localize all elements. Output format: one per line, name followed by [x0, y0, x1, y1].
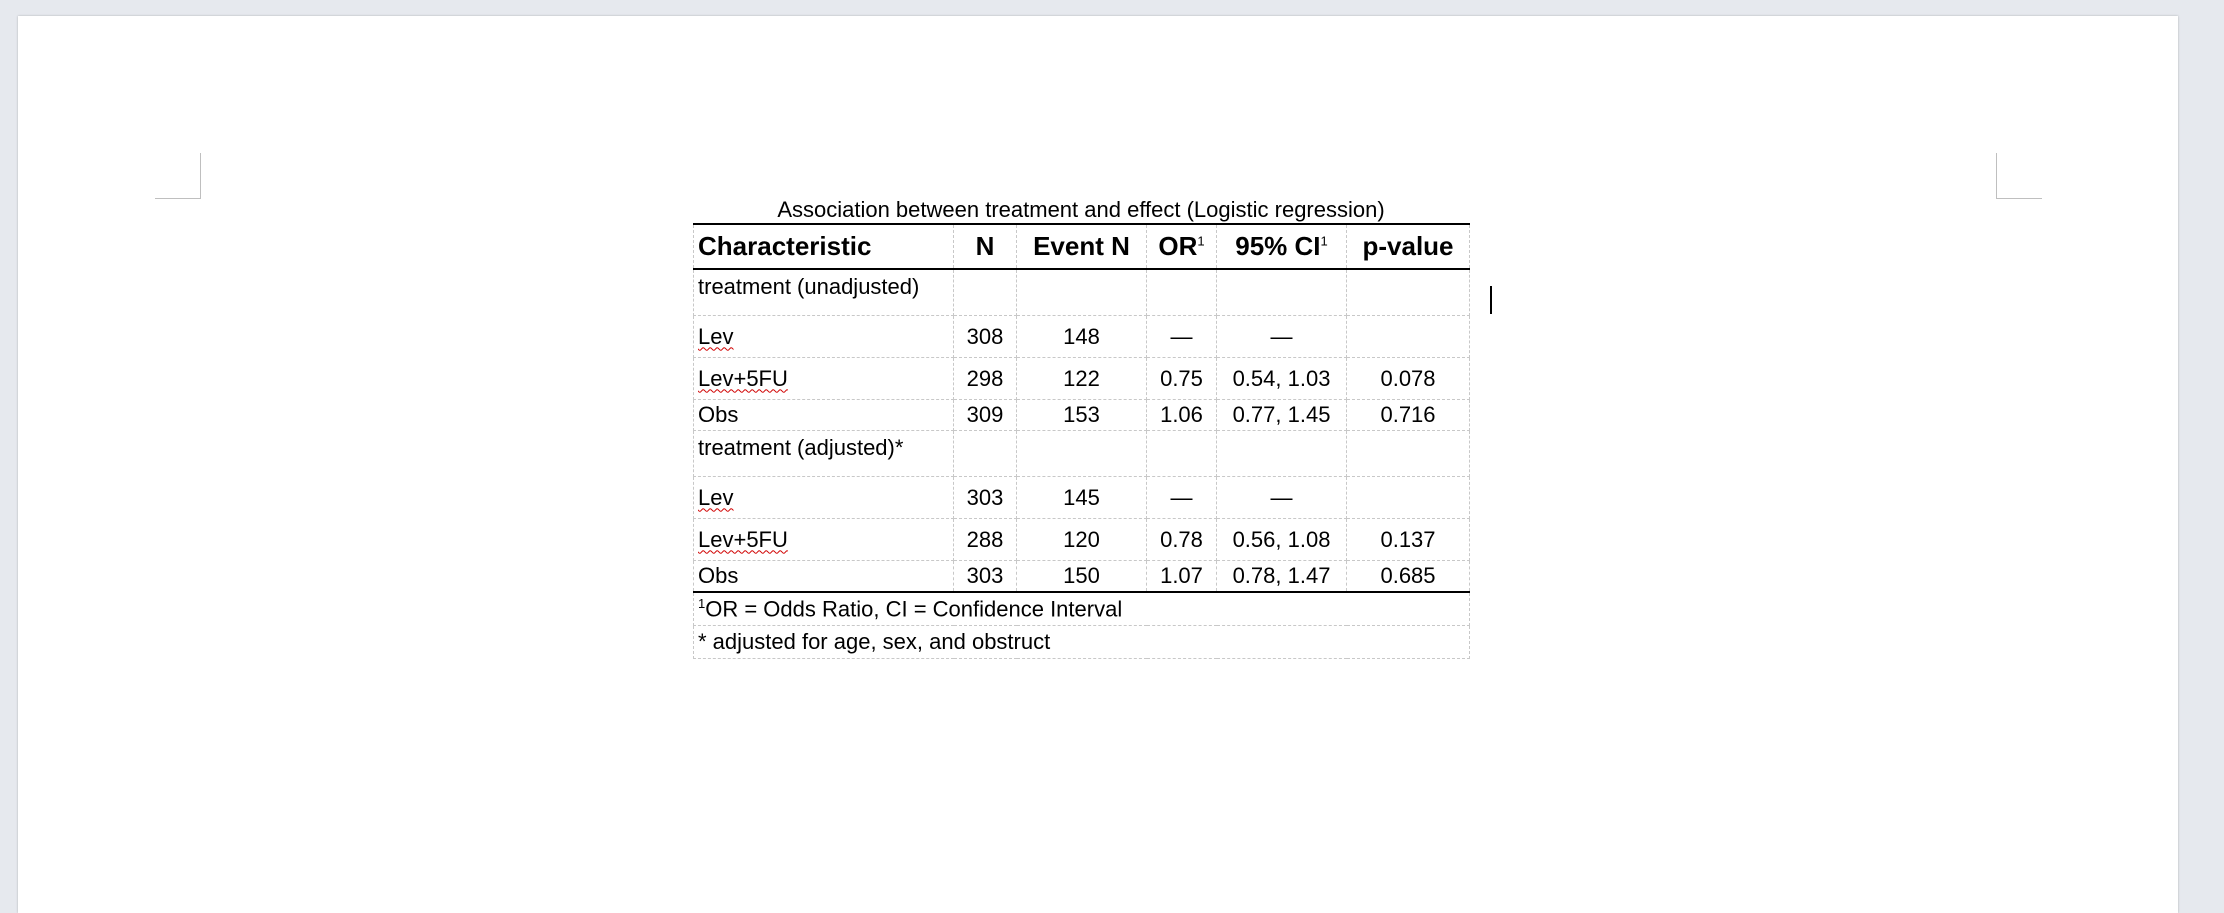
row-label[interactable]	[694, 477, 954, 519]
cell-n[interactable]: 288	[954, 519, 1017, 561]
table-cell[interactable]	[1347, 431, 1470, 477]
table-cell[interactable]	[1217, 431, 1347, 477]
cell-ci[interactable]: 0.78, 1.47	[1217, 561, 1347, 593]
row-label-text: Lev	[698, 484, 734, 510]
header-characteristic[interactable]: Characteristic	[694, 224, 954, 269]
table-row	[694, 316, 1470, 358]
table-cell[interactable]	[1347, 269, 1470, 316]
table-row	[694, 358, 1470, 400]
cell-ci[interactable]: 0.56, 1.08	[1217, 519, 1347, 561]
cell-n[interactable]: 308	[954, 316, 1017, 358]
margin-corner-top-right	[1996, 153, 2042, 199]
text-cursor	[1490, 286, 1492, 314]
margin-corner-top-left	[155, 153, 201, 199]
table-cell[interactable]	[1017, 269, 1147, 316]
group-label[interactable]: treatment (unadjusted)	[694, 269, 954, 316]
cell-p-value[interactable]: 0.137	[1347, 519, 1470, 561]
cell-p-value[interactable]: 0.078	[1347, 358, 1470, 400]
cell-n[interactable]: 303	[954, 561, 1017, 593]
cell-event-n[interactable]: 153	[1017, 400, 1147, 431]
cell-ci[interactable]: —	[1217, 316, 1347, 358]
footnote-1-text: OR = Odds Ratio, CI = Confidence Interval	[705, 596, 1123, 622]
cell-ci[interactable]: 0.77, 1.45	[1217, 400, 1347, 431]
cell-event-n[interactable]: 120	[1017, 519, 1147, 561]
footnote-row	[694, 626, 1470, 659]
row-label[interactable]: Obs	[694, 400, 954, 431]
cell-or[interactable]: 1.06	[1147, 400, 1217, 431]
header-n[interactable]: N	[954, 224, 1017, 269]
table-cell[interactable]	[954, 431, 1017, 477]
cell-p-value[interactable]	[1347, 316, 1470, 358]
row-label[interactable]	[694, 519, 954, 561]
header-event-n[interactable]: Event N	[1017, 224, 1147, 269]
footnote-1[interactable]	[694, 592, 1470, 626]
row-label-text: Lev+5FU	[698, 526, 788, 552]
header-or[interactable]	[1147, 224, 1217, 269]
table-row	[694, 400, 1470, 431]
table-cell[interactable]	[954, 269, 1017, 316]
table-row	[694, 519, 1470, 561]
table-cell[interactable]	[1147, 431, 1217, 477]
table-cell[interactable]	[1017, 431, 1147, 477]
footnote-2[interactable]: * adjusted for age, sex, and obstruct	[694, 626, 1470, 659]
header-or-label: OR	[1158, 231, 1198, 261]
header-ci-superscript: 1	[1320, 233, 1328, 249]
table-caption[interactable]: Association between treatment and effect (Logistic regression)	[777, 197, 1385, 222]
cell-or[interactable]: 0.78	[1147, 519, 1217, 561]
cell-or[interactable]: —	[1147, 316, 1217, 358]
cell-ci[interactable]: 0.54, 1.03	[1217, 358, 1347, 400]
cell-or[interactable]: 1.07	[1147, 561, 1217, 593]
cell-event-n[interactable]: 150	[1017, 561, 1147, 593]
cell-or[interactable]: —	[1147, 477, 1217, 519]
header-p-value[interactable]: p-value	[1347, 224, 1470, 269]
table-row	[694, 561, 1470, 593]
footnote-row	[694, 592, 1470, 626]
cell-or[interactable]: 0.75	[1147, 358, 1217, 400]
cell-n[interactable]: 303	[954, 477, 1017, 519]
cell-event-n[interactable]: 122	[1017, 358, 1147, 400]
cell-p-value[interactable]	[1347, 477, 1470, 519]
cell-event-n[interactable]: 148	[1017, 316, 1147, 358]
header-ci[interactable]	[1217, 224, 1347, 269]
cell-p-value[interactable]: 0.716	[1347, 400, 1470, 431]
table-row-group	[694, 431, 1470, 477]
table-header-row	[694, 224, 1470, 269]
row-label-text: Lev+5FU	[698, 365, 788, 391]
cell-p-value[interactable]: 0.685	[1347, 561, 1470, 593]
footnote-1-superscript: 1	[698, 595, 706, 611]
cell-event-n[interactable]: 145	[1017, 477, 1147, 519]
regression-table	[693, 223, 1470, 659]
table-row	[694, 477, 1470, 519]
table-cell[interactable]	[1147, 269, 1217, 316]
header-ci-label: 95% CI	[1235, 231, 1321, 261]
group-label[interactable]: treatment (adjusted)*	[694, 431, 954, 477]
table-row-group	[694, 269, 1470, 316]
cell-n[interactable]: 298	[954, 358, 1017, 400]
table-cell[interactable]	[1217, 269, 1347, 316]
header-or-superscript: 1	[1197, 233, 1205, 249]
row-label[interactable]	[694, 316, 954, 358]
row-label[interactable]: Obs	[694, 561, 954, 593]
cell-n[interactable]: 309	[954, 400, 1017, 431]
row-label-text: Lev	[698, 323, 734, 349]
row-label[interactable]	[694, 358, 954, 400]
cell-ci[interactable]: —	[1217, 477, 1347, 519]
